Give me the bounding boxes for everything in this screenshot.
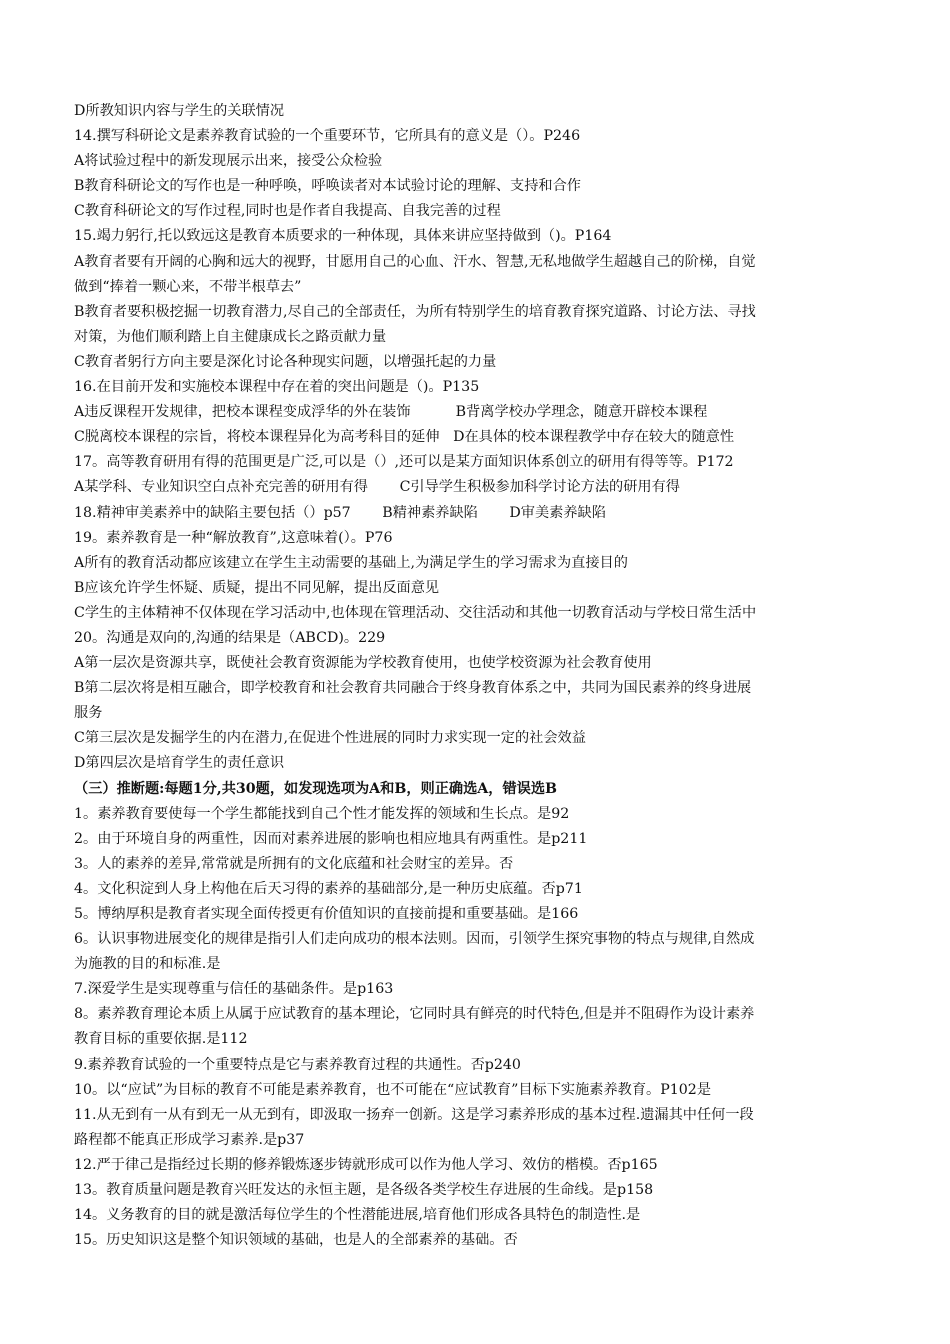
text-line: C教育科研论文的写作过程,同时也是作者自我提高、自我完善的过程: [74, 203, 501, 220]
text-line: C教育者躬行方向主要是深化讨论各种现实问题，以增强托起的力量: [74, 353, 497, 370]
text-line: 17。高等教育研用有得的范围更是广泛,可以是（）,还可以是某方面知识体系创立的研用有得等等。P172: [74, 454, 734, 471]
text-line: 5。博纳厚积是教育者实现全面传授更有价值知识的直接前提和重要基础。是166: [74, 906, 579, 922]
text-line: 18.精神审美素养中的缺陷主要包括（）p57 B精神素养缺陷 D审美素养缺陷: [74, 504, 606, 521]
text-line: 13。教育质量问题是教育兴旺发达的永恒主题，是各级各类学校生存进展的生命线。是p158: [74, 1182, 654, 1199]
text-line: 16.在目前开发和实施校本课程中存在着的突出问题是（)。P135: [74, 379, 480, 396]
text-line: 8。素养教育理论本质上从属于应试教育的基本理论，它同时具有鲜亮的时代特色,但是并不阻碍作为设计素养: [74, 1006, 755, 1023]
text-line: C学生的主体精神不仅体现在学习活动中,也体现在管理活动、交往活动和其他一切教育活动与学校日常生活中: [74, 604, 757, 621]
text-line: B教育者要积极挖掘一切教育潜力,尽自己的全部责任，为所有特别学生的培育教育探究道路、讨论方法、寻找: [74, 303, 756, 320]
text-line: 服务: [74, 705, 103, 722]
text-line: 7.深爱学生是实现尊重与信任的基础条件。是p163: [74, 981, 394, 998]
text-line: 14.撰写科研论文是素养教育试验的一个重要环节，它所具有的意义是（）。P246: [74, 128, 581, 145]
text-line: A某学科、专业知识空白点补充完善的研用有得 C引导学生积极参加科学讨论方法的研用有得: [74, 479, 680, 496]
text-line: 11.从无到有一从有到无一从无到有，即汲取一扬弃一创新。这是学习素养形成的基本过程.遗漏其中任何一段: [74, 1106, 754, 1123]
section-heading: （三）推断题:每题1分,共30题，如发现选项为A和B，则正确选A，错误选B: [74, 780, 558, 797]
text-line: 12.严于律己是指经过长期的修养锻炼逐步铸就形成可以作为他人学习、效仿的楷模。否p165: [74, 1156, 658, 1173]
text-line: D第四层次是培育学生的责任意识: [74, 755, 285, 772]
text-line: 做到“捧着一颗心来，不带半根草去”: [74, 278, 302, 295]
document-page: [74, 99, 894, 1253]
text-line: A第一层次是资源共享，既使社会教育资源能为学校教育使用，也使学校资源为社会教育使用: [74, 655, 652, 672]
text-line: 4。文化积淀到人身上构他在后天习得的素养的基础部分,是一种历史底蕴。否p71: [74, 880, 583, 897]
text-line: 路程都不能真正形成学习素养.是p37: [74, 1131, 305, 1148]
text-line: 为施教的目的和标准.是: [74, 956, 221, 973]
text-line: 对策，为他们顺利踏上自主健康成长之路贡献力量: [74, 328, 387, 345]
text-line: A所有的教育活动都应该建立在学生主动需要的基础上,为满足学生的学习需求为直接目的: [74, 554, 628, 571]
text-line: 1。素养教育要使每一个学生都能找到自己个性才能发挥的领域和生长点。是92: [74, 805, 570, 822]
text-line: 6。认识事物进展变化的规律是指引人们走向成功的根本法则。因而，引领学生探究事物的特点与规律,自然成: [74, 931, 755, 948]
text-line: 10。以“应试”为目标的教育不可能是素养教育，也不可能在“应试教育”目标下实施素养教育。P102是: [74, 1081, 712, 1098]
text-line: B教育科研论文的写作也是一种呼唤，呼唤读者对本试验讨论的理解、支持和合作: [74, 178, 581, 195]
text-line: B第二层次将是相互融合，即学校教育和社会教育共同融合于终身教育体系之中，共同为国民素养的终身进展: [74, 680, 752, 697]
text-line: B应该允许学生怀疑、质疑，提出不同见解，提出反面意见: [74, 579, 440, 596]
text-line: D所教知识内容与学生的关联情况: [74, 103, 285, 119]
text-line: 教育目标的重要依据.是112: [74, 1031, 248, 1048]
text-line: C第三层次是发掘学生的内在潜力,在促进个性进展的同时力求实现一定的社会效益: [74, 730, 586, 747]
text-line: 14。义务教育的目的就是激活每位学生的个性潜能进展,培育他们形成各具特色的制造性.是: [74, 1207, 641, 1224]
text-line: 15。历史知识这是整个知识领域的基础，也是人的全部素养的基础。否: [74, 1232, 518, 1249]
text-line: A教育者要有开阔的心胸和远大的视野，甘愿用自己的心血、汗水、智慧,无私地做学生超越自己的阶梯，自觉: [74, 253, 756, 270]
text-line: C脱离校本课程的宗旨，将校本课程异化为高考科目的延伸 D在具体的校本课程教学中存在较大的随意性: [74, 429, 735, 446]
text-line: 19。素养教育是一种“解放教育”,这意味着(）。P76: [74, 529, 393, 546]
text-line: 9.素养教育试验的一个重要特点是它与素养教育过程的共通性。否p240: [74, 1056, 521, 1073]
text-line: 2。由于环境自身的两重性，因而对素养进展的影响也相应地具有两重性。是p211: [74, 830, 588, 847]
text-line: A违反课程开发规律，把校本课程变成浮华的外在装饰 B背离学校办学理念，随意开辟校本课程: [74, 404, 708, 421]
text-line: 20。沟通是双向的,沟通的结果是（ABCD)。229: [74, 629, 386, 646]
text-line: 15.竭力躬行,托以致远这是教育本质要求的一种体现，具体来讲应坚持做到（)。P164: [74, 228, 612, 245]
text-line: A将试验过程中的新发现展示出来，接受公众检验: [74, 153, 383, 170]
text-line: 3。人的素养的差异,常常就是所拥有的文化底蕴和社会财宝的差异。否: [74, 855, 514, 872]
